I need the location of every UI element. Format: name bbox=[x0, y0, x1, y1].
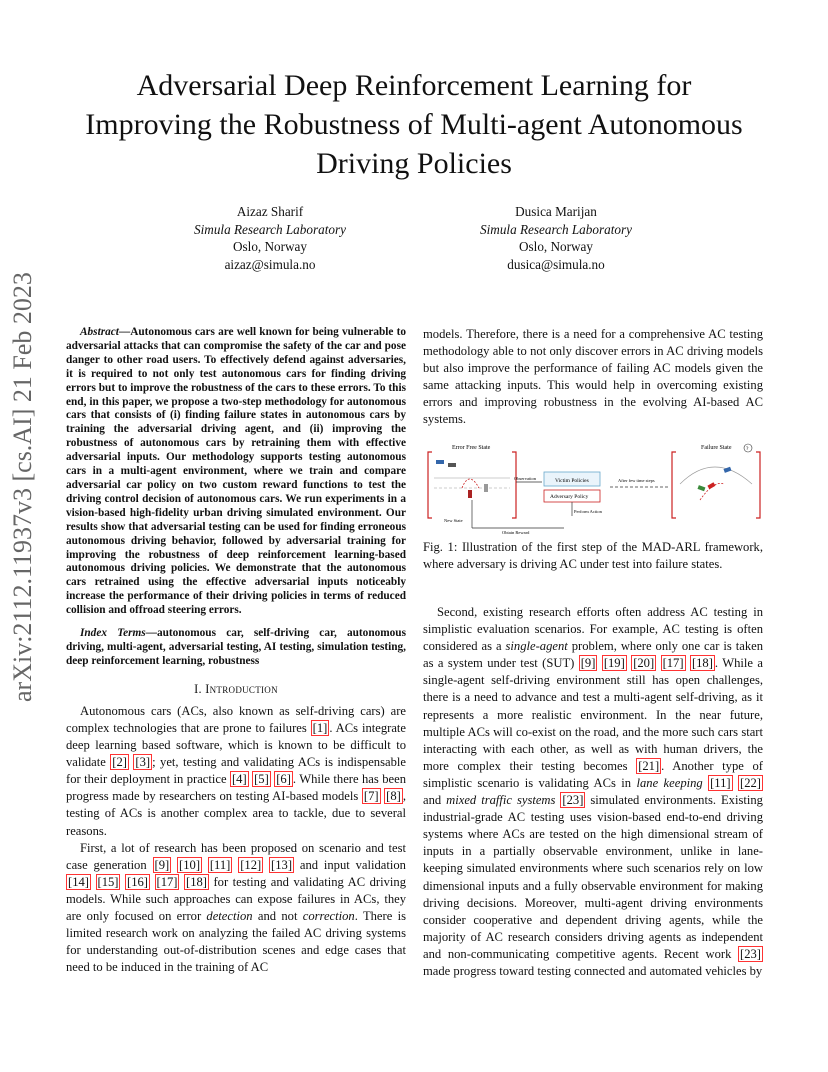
citation-link[interactable]: [4] bbox=[231, 772, 247, 787]
citation-link[interactable]: [9] bbox=[154, 857, 170, 872]
car-icon bbox=[484, 484, 488, 492]
car-icon bbox=[697, 485, 705, 491]
road-line bbox=[680, 467, 752, 484]
car-icon bbox=[707, 482, 715, 489]
paper-title: Adversarial Deep Reinforcement Learning for Improving the Robustness of Multi-agent Autonomous Driving Policies bbox=[85, 69, 743, 180]
citation-link[interactable]: [8] bbox=[386, 789, 401, 804]
body-text: and input validation bbox=[294, 857, 406, 872]
left-column bbox=[66, 326, 406, 976]
citation-link[interactable]: [21] bbox=[638, 758, 660, 773]
emphasis-text: lane keeping bbox=[636, 775, 703, 790]
emphasis-text: correction bbox=[302, 908, 355, 923]
error-free-label: Error Free State bbox=[452, 445, 491, 451]
body-text: . ACs integrate deep learning based software, which is known to be difficult to validate bbox=[66, 720, 407, 770]
car-icon bbox=[723, 467, 731, 473]
citation-link[interactable]: [2] bbox=[112, 755, 127, 770]
author-affiliation: Simula Research Laboratory bbox=[480, 221, 632, 237]
perform-action-label: Perform Action bbox=[574, 509, 602, 514]
citation-link[interactable]: [23] bbox=[740, 946, 761, 961]
citation-link[interactable]: [11] bbox=[209, 857, 231, 872]
citation-link[interactable]: [12] bbox=[240, 857, 262, 872]
citation-link[interactable]: [13] bbox=[271, 857, 293, 872]
author-email[interactable]: aizaz@simula.no bbox=[224, 256, 316, 272]
body-text: and not bbox=[252, 908, 303, 923]
citation-link[interactable]: [17] bbox=[662, 656, 684, 671]
body-text: ; yet, testing and validating ACs is indispensable for their deployment in practice bbox=[66, 755, 406, 787]
emphasis-text: single-agent bbox=[505, 639, 568, 654]
car-icon bbox=[468, 490, 472, 498]
index-terms-label: Index Terms bbox=[80, 627, 146, 640]
citation-link[interactable]: [1] bbox=[312, 720, 328, 735]
error-free-bracket bbox=[428, 452, 432, 518]
citation-link[interactable]: [9] bbox=[580, 656, 596, 671]
continued-paragraph: models. Therefore, there is a need for a comprehensive AC testing methodology able to not only discover errors in AC driving models but also improve the performance of failing AC models given the same attacking inputs. This would help in overcoming existing errors and improving robustness in the evolving AI-based AC systems. bbox=[423, 327, 763, 427]
citation-link[interactable]: [3] bbox=[135, 755, 151, 770]
citation-link[interactable]: [22] bbox=[740, 775, 761, 790]
body-text: . There is limited research work on analyzing the failed AC driving systems for understanding out-of-distribution scenes and edge cases that need to be induced in the training of AC bbox=[66, 908, 406, 975]
body-text: made progress toward testing connected and automated vehicles by bbox=[423, 963, 763, 978]
abstract bbox=[66, 326, 406, 618]
arxiv-stamp[interactable]: arXiv:2112.11937v3 [cs.AI] 21 Feb 2023 bbox=[8, 272, 37, 702]
intro-paragraph bbox=[423, 604, 763, 980]
citation-link[interactable]: [7] bbox=[363, 789, 379, 804]
obtain-reward-label: Obtain Reward bbox=[502, 530, 530, 535]
right-column-body bbox=[423, 604, 763, 980]
citation-link[interactable]: [16] bbox=[127, 874, 148, 889]
body-text: . Another type of simplistic scenario is validating ACs in bbox=[423, 758, 763, 790]
author-name: Dusica Marijan bbox=[515, 204, 597, 219]
index-terms-body: —autonomous car, self-driving car, autonomous driving, multi-agent, adversarial testing, AI testing, simulation testing, deep reinforcement learning, robustness bbox=[66, 627, 406, 667]
citation-link[interactable]: [23] bbox=[562, 793, 584, 808]
observation-label: Observation bbox=[514, 476, 536, 481]
body-text: . While there has been progress made by researchers on testing AI-based models bbox=[66, 772, 406, 804]
citation-link[interactable]: [6] bbox=[276, 772, 291, 787]
body-text: problem, where only one car is taken as a system under test (SUT) bbox=[423, 639, 763, 671]
failure-state-label: Failure State bbox=[701, 445, 732, 451]
body-text bbox=[202, 858, 208, 872]
car-icon bbox=[436, 460, 444, 464]
citation-link[interactable]: [5] bbox=[254, 772, 269, 787]
citation-link[interactable]: [18] bbox=[186, 874, 207, 889]
abstract-label: Abstract bbox=[80, 326, 119, 338]
failure-bracket bbox=[672, 452, 676, 518]
citation-link[interactable]: [15] bbox=[97, 874, 119, 889]
body-text: First, a lot of research has been proposed on scenario and test case generation bbox=[66, 840, 406, 872]
citation-link[interactable]: [11] bbox=[710, 775, 731, 790]
intro-paragraph bbox=[66, 703, 406, 840]
citation-link[interactable]: [10] bbox=[179, 857, 201, 872]
body-text bbox=[150, 875, 155, 889]
author-block-2 bbox=[436, 203, 676, 273]
adversary-policy-label: Adversary Policy bbox=[550, 494, 589, 500]
body-text: . While a single-agent self-driving environment still has open challenges, there is a need to advance and test a multi-agent self-driving, as it represents a more realistic environment. In the near future, multiple ACs will co-exist on the road, and the more such cars start interacting with each other, as well as with human drivers, the more complex their testing becomes bbox=[423, 656, 763, 773]
citation-link[interactable]: [18] bbox=[691, 656, 713, 671]
emphasis-text: mixed traffic systems bbox=[446, 793, 556, 808]
after-few-label: After few time steps bbox=[618, 478, 655, 483]
question-mark: ? bbox=[746, 446, 749, 452]
figure-caption: Fig. 1: Illustration of the first step of the MAD-ARL framework, where adversary is driving AC under test into failure states. bbox=[423, 540, 763, 572]
citation-link[interactable]: [19] bbox=[603, 656, 625, 671]
author-location: Oslo, Norway bbox=[233, 239, 307, 254]
citation-link[interactable]: [14] bbox=[68, 874, 89, 889]
body-text bbox=[91, 875, 96, 889]
body-text: simulated environments. Existing industrial-grade AC testing uses vision-based end-to-end driving systems where ACs are tested on the high dimensional stream of inputs in a partially observable environment, unlike in lane-keeping simulated environments where such scenarios rely on low dimensional inputs and a fully observable environment for making driving decisions. Moreover, multi-agent driving environments consider cooperative and dependent driving agents, while the majority of AC research considers driving agents as independent and non-communicating competitive agents. Recent work bbox=[423, 793, 763, 961]
intro-paragraph bbox=[66, 840, 406, 977]
body-text bbox=[656, 656, 660, 670]
body-text: Second, existing research efforts often address AC testing in simplistic evaluation scenarios. For example, AC testing is often considered as a bbox=[423, 605, 763, 654]
citation-link[interactable]: [17] bbox=[156, 874, 178, 889]
new-state-label: New State bbox=[444, 518, 463, 523]
car-icon bbox=[448, 463, 456, 467]
emphasis-text: detection bbox=[206, 908, 253, 923]
section-heading: I. Introduction bbox=[194, 681, 278, 696]
citation-link[interactable]: [20] bbox=[633, 656, 655, 671]
trajectory bbox=[462, 479, 479, 488]
author-block-1 bbox=[150, 203, 390, 273]
body-text: Autonomous cars (ACs, also known as self-driving cars) are complex technologies that are prone to failures bbox=[66, 703, 406, 735]
failure-bracket bbox=[756, 452, 760, 518]
abstract-body: —Autonomous cars are well known for being vulnerable to adversarial attacks that can compromise the safety of the car and pose danger to other road users. To effectively defend against adversaries, it is required to not only test autonomous cars for finding driving errors but to improve the robustness of the cars to these errors. To this end, in this paper, we propose a two-step methodology for autonomous cars that consists of (i) finding failure states in autonomous cars by training the adversarial driving agent, and (ii) improving the robustness of autonomous cars by retraining them with effective adversarial inputs. Our methodology supports testing autonomous cars in a multi-agent environment, where we train and compare adversarial car policy on two custom reward functions to test the driving control decision of autonomous cars. We run experiments in a vision-based high-fidelity urban driving simulated environment. Our results show that adversarial testing can be used for finding erroneous autonomous driving behavior, followed by adversarial training for improving the robustness of deep reinforcement learning-based autonomous driving policies. We demonstrate that the autonomous cars retrained using the effective adversarial inputs noticeably increase the performance of their driving policies in terms of reduced collision and offroad steering errors. bbox=[66, 326, 406, 617]
index-terms bbox=[66, 627, 406, 669]
figure-1-diagram bbox=[424, 440, 764, 550]
author-name: Aizaz Sharif bbox=[236, 204, 304, 219]
author-affiliation: Simula Research Laboratory bbox=[194, 221, 346, 237]
author-email[interactable]: dusica@simula.no bbox=[507, 256, 605, 272]
error-free-bracket bbox=[512, 452, 516, 518]
body-text: , testing of ACs is another complex area to tackle, due to several reasons. bbox=[66, 789, 406, 838]
right-column bbox=[423, 326, 763, 429]
body-text: and bbox=[423, 793, 447, 808]
victim-policy-label: Victim Policies bbox=[555, 478, 589, 484]
body-text: for testing and validating AC driving models. While such approaches can expose failures in ACs, they are only focused on error bbox=[66, 874, 407, 923]
author-location: Oslo, Norway bbox=[519, 239, 593, 254]
